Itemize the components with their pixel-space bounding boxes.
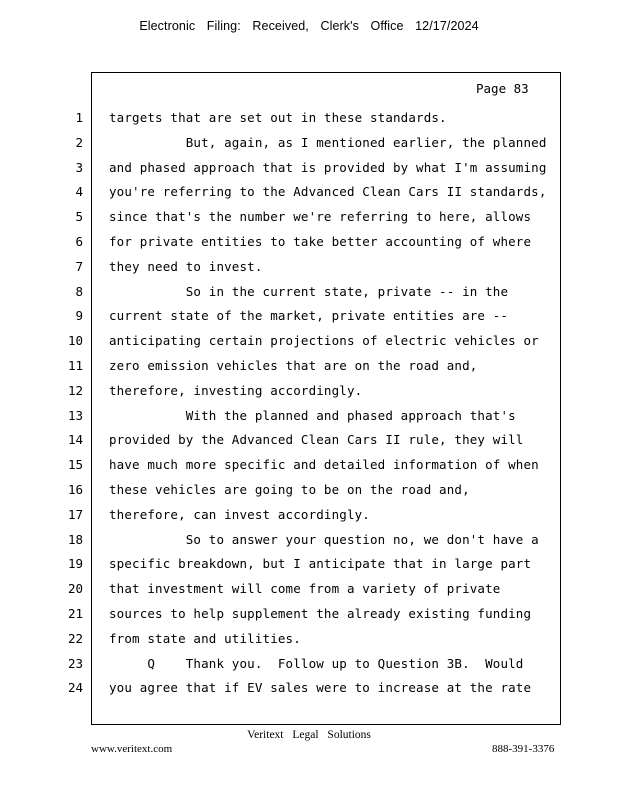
line-number: 5 — [75, 209, 83, 224]
line-number: 24 — [67, 680, 83, 695]
transcript-line: But, again, as I mentioned earlier, the planned — [109, 135, 547, 150]
line-number: 21 — [67, 606, 83, 621]
line-number: 6 — [75, 234, 83, 249]
transcript-line: they need to invest. — [109, 259, 263, 274]
transcript-line: these vehicles are going to be on the road and, — [109, 482, 470, 497]
line-number: 12 — [67, 383, 83, 398]
line-number: 1 — [75, 110, 83, 125]
line-number: 3 — [75, 160, 83, 175]
line-number: 20 — [67, 581, 83, 596]
transcript-line: provided by the Advanced Clean Cars II rule, they will — [109, 432, 524, 447]
transcript-line: and phased approach that is provided by what I'm assuming — [109, 160, 547, 175]
line-number: 18 — [67, 532, 83, 547]
transcript-line: therefore, investing accordingly. — [109, 383, 363, 398]
line-number: 22 — [67, 631, 83, 646]
footer-website: www.veritext.com — [91, 743, 173, 755]
transcript-line: since that's the number we're referring to here, allows — [109, 209, 532, 224]
transcript-line: targets that are set out in these standards. — [109, 110, 447, 125]
transcript-line: So in the current state, private -- in the — [109, 284, 509, 299]
line-number: 19 — [67, 556, 83, 571]
transcript-line: from state and utilities. — [109, 631, 301, 646]
transcript-line: zero emission vehicles that are on the road and, — [109, 358, 478, 373]
transcript-line: have much more specific and detailed information of when — [109, 457, 539, 472]
line-number: 16 — [67, 482, 83, 497]
transcript-line: you agree that if EV sales were to increase at the rate — [109, 680, 532, 695]
page-number: Page 83 — [476, 81, 529, 96]
footer-phone: 888-391-3376 — [492, 743, 555, 755]
line-number: 13 — [67, 408, 83, 423]
line-number: 23 — [67, 656, 83, 671]
transcript-line: you're referring to the Advanced Clean Cars II standards, — [109, 184, 547, 199]
line-number: 15 — [67, 457, 83, 472]
transcript-line: anticipating certain projections of electric vehicles or — [109, 333, 539, 348]
transcript-line: current state of the market, private entities are -- — [109, 308, 509, 323]
transcript-line: With the planned and phased approach that's — [109, 408, 516, 423]
transcript-line: specific breakdown, but I anticipate that in large part — [109, 556, 532, 571]
footer-company: Veritext Legal Solutions — [247, 729, 371, 741]
line-number: 9 — [75, 308, 83, 323]
transcript-line: therefore, can invest accordingly. — [109, 507, 370, 522]
line-number: 10 — [67, 333, 83, 348]
line-number: 17 — [67, 507, 83, 522]
line-number: 11 — [67, 358, 83, 373]
transcript-line: for private entities to take better accounting of where — [109, 234, 532, 249]
line-number: 8 — [75, 284, 83, 299]
filing-stamp-header: Electronic Filing: Received, Clerk's Office 12/17/2024 — [139, 19, 479, 33]
transcript-line: Q Thank you. Follow up to Question 3B. Would — [109, 656, 524, 671]
line-number: 7 — [75, 259, 83, 274]
line-number: 14 — [67, 432, 83, 447]
line-number: 2 — [75, 135, 83, 150]
transcript-line: that investment will come from a variety of private — [109, 581, 501, 596]
line-number: 4 — [75, 184, 83, 199]
transcript-line: So to answer your question no, we don't have a — [109, 532, 539, 547]
transcript-line: sources to help supplement the already existing funding — [109, 606, 532, 621]
